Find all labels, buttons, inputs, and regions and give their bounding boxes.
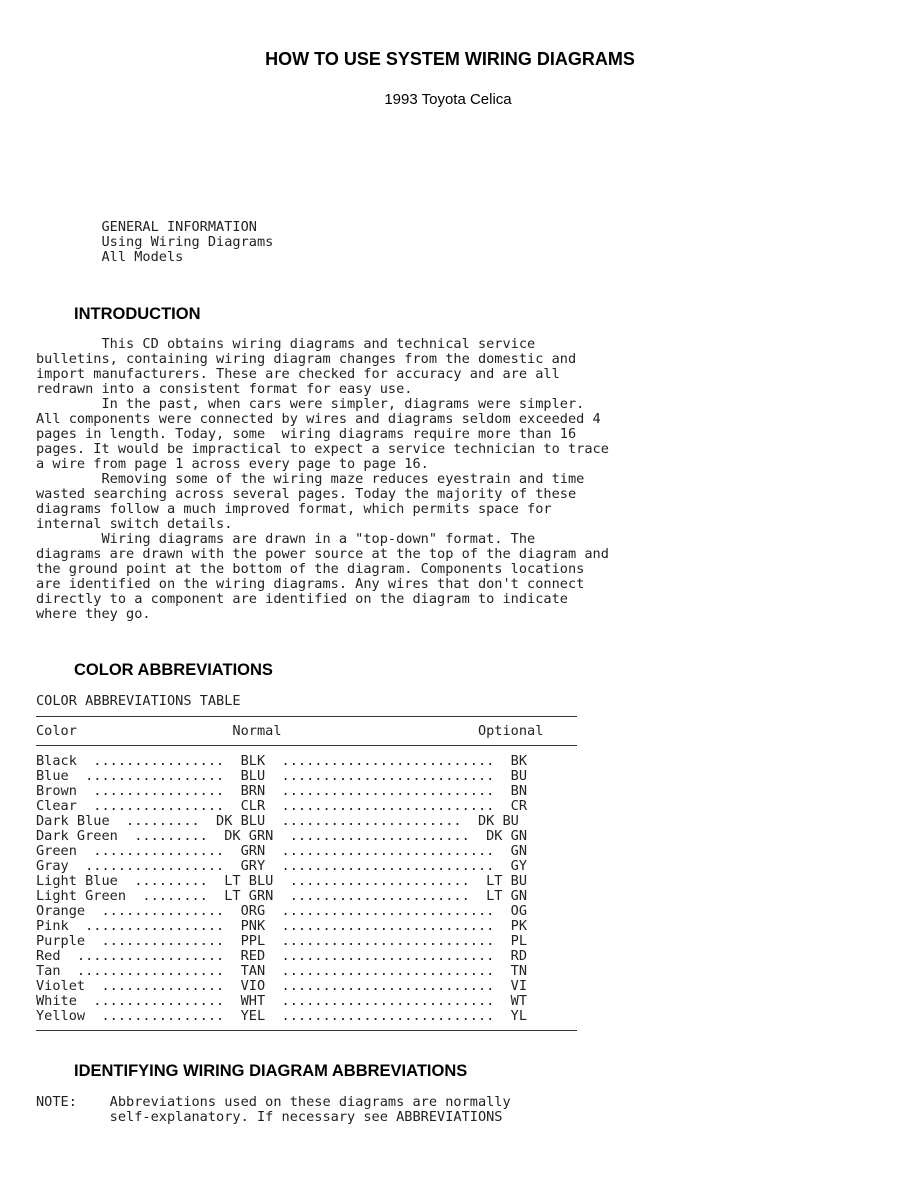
body-line: diagrams are drawn with the power source at the top of the diagram and — [36, 546, 609, 562]
header-line: All Models — [36, 249, 184, 265]
introduction-body — [36, 337, 609, 622]
note-line: NOTE: Abbreviations used on these diagrams are normally — [36, 1094, 511, 1110]
table-row: Brown ................ BRN .......................... BN — [36, 783, 528, 799]
note-block — [36, 1095, 511, 1125]
table-row: Purple ............... PPL .......................... PL — [36, 933, 528, 949]
table-row: Gray ................. GRY .......................... GY — [36, 858, 528, 874]
body-line: a wire from page 1 across every page to page 16. — [36, 456, 429, 472]
body-line: Removing some of the wiring maze reduces eyestrain and time — [36, 471, 585, 487]
table-row: Pink ................. PNK .......................... PK — [36, 918, 528, 934]
table-row: Black ................ BLK .......................... BK — [36, 753, 528, 769]
body-line: internal switch details. — [36, 516, 233, 532]
document-subtitle: 1993 Toyota Celica — [384, 91, 512, 108]
body-line: directly to a component are identified on the diagram to indicate — [36, 591, 568, 607]
table-title: COLOR ABBREVIATIONS TABLE — [36, 693, 241, 709]
body-line: bulletins, containing wiring diagram changes from the domestic and — [36, 351, 577, 367]
table-top-rule — [36, 716, 577, 717]
spacer — [36, 739, 543, 754]
color-abbreviations-heading: COLOR ABBREVIATIONS — [74, 661, 273, 679]
body-line: where they go. — [36, 606, 151, 622]
body-line: In the past, when cars were simpler, diagrams were simpler. — [36, 396, 585, 412]
identifying-abbreviations-heading: IDENTIFYING WIRING DIAGRAM ABBREVIATIONS — [74, 1062, 468, 1080]
body-line: This CD obtains wiring diagrams and technical service — [36, 336, 536, 352]
table-row: Yellow ............... YEL .......................... YL — [36, 1008, 528, 1024]
body-line: wasted searching across several pages. Today the majority of these — [36, 486, 577, 502]
table-header-rule — [36, 745, 577, 746]
introduction-heading: INTRODUCTION — [74, 305, 201, 323]
body-line: pages. It would be impractical to expect a service technician to trace — [36, 441, 609, 457]
table-row: Tan .................. TAN .......................... TN — [36, 963, 528, 979]
table-row: Green ................ GRN .......................... GN — [36, 843, 528, 859]
table-row: Light Blue ......... LT BLU ...................... LT BU — [36, 873, 528, 889]
table-row: Violet ............... VIO .......................... VI — [36, 978, 528, 994]
table-row: Blue ................. BLU .......................... BU — [36, 768, 528, 784]
body-line: pages in length. Today, some wiring diagrams require more than 16 — [36, 426, 577, 442]
color-abbreviations-table — [36, 694, 543, 1024]
table-row: White ................ WHT .......................... WT — [36, 993, 528, 1009]
body-line: the ground point at the bottom of the diagram. Components locations — [36, 561, 585, 577]
body-line: are identified on the wiring diagrams. Any wires that don't connect — [36, 576, 585, 592]
body-line: All components were connected by wires and diagrams seldom exceeded 4 — [36, 411, 601, 427]
header-line: Using Wiring Diagrams — [36, 234, 274, 250]
body-line: Wiring diagrams are drawn in a "top-down" format. The — [36, 531, 536, 547]
table-row: Dark Blue ......... DK BLU ...................... DK BU — [36, 813, 519, 829]
table-row: Dark Green ......... DK GRN ...................... DK GN — [36, 828, 528, 844]
note-line: self-explanatory. If necessary see ABBREVIATIONS — [36, 1109, 503, 1125]
general-information-block — [36, 220, 273, 265]
table-row: Red .................. RED .......................... RD — [36, 948, 528, 964]
header-line: GENERAL INFORMATION — [36, 219, 257, 235]
table-header: Color Normal Optional — [36, 723, 544, 739]
table-row: Clear ................ CLR .......................... CR — [36, 798, 528, 814]
body-line: redrawn into a consistent format for easy use. — [36, 381, 413, 397]
body-line: diagrams follow a much improved format, which permits space for — [36, 501, 552, 517]
document-title: HOW TO USE SYSTEM WIRING DIAGRAMS — [265, 49, 635, 69]
table-row: Orange ............... ORG .......................... OG — [36, 903, 528, 919]
body-line: import manufacturers. These are checked for accuracy and are all — [36, 366, 560, 382]
table-row: Light Green ........ LT GRN ...................... LT GN — [36, 888, 528, 904]
table-bottom-rule — [36, 1030, 577, 1031]
